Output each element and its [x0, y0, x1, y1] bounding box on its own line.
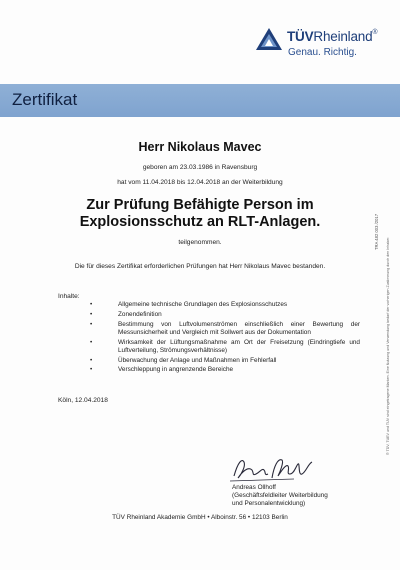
- signatory-name: Andreas Ollhoff: [232, 484, 276, 491]
- bullet-icon: •: [90, 301, 93, 308]
- list-item-text: Wirksamkeit der Lüftungsmaßnahme am Ort der Freisetzung (Eindringtiefe und Luftverteilung, Strömungsverhältnisse): [118, 338, 360, 354]
- list-item: [90, 339, 360, 355]
- exam-passed-note: Die für dieses Zertifikat erforderlichen Prüfungen hat Herr Nikolaus Mavec bestanden.: [74, 263, 326, 270]
- brand-bold: TÜV: [287, 29, 314, 44]
- list-item: [90, 357, 360, 365]
- contents-label: Inhalte:: [58, 293, 80, 300]
- bullet-icon: •: [90, 338, 93, 346]
- issuer-address: TÜV Rheinland Akademie GmbH • Alboinstr. 56 • 12103 Berlin: [112, 514, 288, 521]
- course-title-line-2: Explosionsschutz an RLT-Anlagen.: [79, 214, 321, 230]
- contents-list: [90, 301, 360, 376]
- recipient-name: Herr Nikolaus Mavec: [138, 140, 262, 154]
- certificate-heading: Zertifikat: [12, 90, 78, 109]
- participation-note: teilgenommen.: [178, 239, 222, 246]
- birth-info: geboren am 23.03.1986 in Ravensburg: [142, 164, 258, 171]
- bullet-icon: •: [90, 310, 93, 318]
- bullet-icon: •: [90, 366, 93, 374]
- list-item-text: Überwachung der Anlage und Maßnahmen im Fehlerfall: [118, 356, 277, 364]
- signatory-role-line-1: (Geschäftsfeldleiter Weiterbildung: [232, 492, 328, 499]
- registered-mark: ®: [372, 29, 378, 36]
- signatory-role-line-2: und Personalentwicklung): [232, 500, 306, 507]
- document-code: TRA 482 003 /2017: [374, 213, 379, 250]
- list-item: [90, 366, 360, 374]
- list-item: [90, 301, 360, 309]
- list-item-text: Zonendefinition: [118, 310, 162, 318]
- list-item-text: Verschleppung in angrenzende Bereiche: [118, 366, 234, 374]
- title-banner: [0, 84, 400, 117]
- list-item-text: Bestimmung von Luftvolumenströmen einschließlich einer Bewertung der Messunsicherheit und Vergleich mit Sollwert aus der Dokumentation: [118, 320, 360, 336]
- signature-image: [228, 452, 318, 484]
- course-title: [0, 197, 400, 231]
- brand-light: Rheinland: [313, 29, 373, 44]
- course-dates: hat vom 11.04.2018 bis 12.04.2018 an der Weiterbildung: [117, 179, 283, 186]
- list-item: [90, 311, 360, 319]
- list-item: [90, 321, 360, 337]
- bullet-icon: •: [90, 320, 93, 328]
- brand-name: [287, 29, 377, 44]
- bullet-icon: •: [90, 356, 93, 364]
- brand-tagline: Genau. Richtig.: [288, 47, 357, 58]
- tuv-rheinland-logo: [255, 25, 390, 67]
- signatory-block: [232, 484, 328, 508]
- place-and-date: Köln, 12.04.2018: [58, 397, 108, 404]
- list-item-text: Allgemeine technische Grundlagen des Explosionsschutzes: [118, 301, 288, 308]
- trademark-notice: ® TÜV, TUEV und TUV sind eingetragene Marken. Eine Nutzung und Verwendung bedarf der vorherigen Zustimmung durch den Inhaber.: [386, 236, 390, 455]
- course-title-line-1: Zur Prüfung Befähigte Person im: [86, 197, 314, 213]
- triangle-logo-icon: [255, 27, 283, 51]
